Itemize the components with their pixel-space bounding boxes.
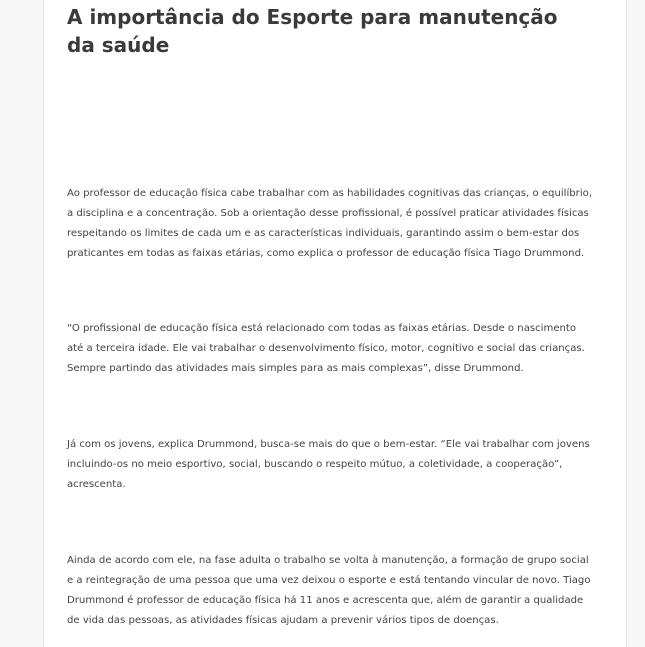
article-paragraph-1: Ao professor de educação física cabe trabalhar com as habilidades cognitivas das crianças, o equilíbrio, a disciplina e a concentração. Sob a orientação desse profissional, é possível praticar atividades físicas respeitando os limites de cada um e as características individuais, garantindo assim o bem-estar dos praticantes em todas as faixas etárias, como explica o professor de educação física Tiago Drummond. [67,188,593,259]
article-paragraph-2: “O profissional de educação física está relacionado com todas as faixas etárias. Desde o nascimento até a terceira idade. Ele vai trabalhar o desenvolvimento físico, motor, cognitivo e social das crianças. Sempre partindo das atividades mais simples para as mais complexas”, disse Drummond. [67,323,585,374]
article-card [43,0,627,647]
article-paragraph-3: Já com os jovens, explica Drummond, busca-se mais do que o bem-estar. “Ele vai trabalhar com jovens incluindo-os no meio esportivo, social, buscando o respeito mútuo, a coletividade, a cooperação”, acrescenta. [67,439,590,490]
article-title: A importância do Esporte para manutenção da saúde [67,5,558,57]
article-paragraph-4: Ainda de acordo com ele, na fase adulta o trabalho se volta à manutenção, a formação de grupo social e a reintegração de uma pessoa que uma vez deixou o esporte e está tentando vincular de novo. Tiago Drummond é professor de educação física há 11 anos e acrescenta que, além de garantir a qualidade de vida das pessoas, as atividades físicas ajudam a prevenir vários tipos de doenças. [67,555,591,626]
